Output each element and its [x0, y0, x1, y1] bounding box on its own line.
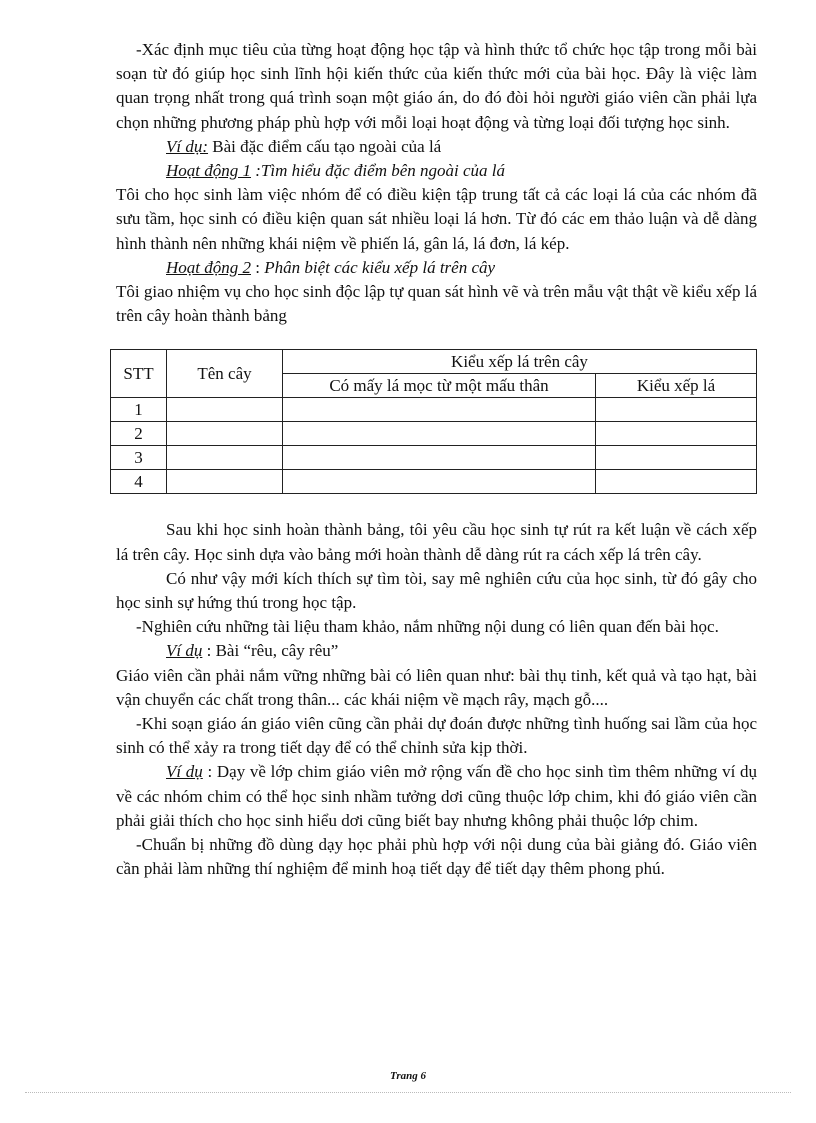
cell [283, 422, 596, 446]
table-row [111, 398, 757, 422]
header-arrangement-type: Kiểu xếp lá [596, 374, 757, 398]
paragraph-objectives: -Xác định mục tiêu của từng hoạt động học tập và hình thức tổ chức học tập trong mỗi bài soạn từ đó giúp học sinh lĩnh hội kiến thức của kiến thức mới của bài học. Đây là việc làm quan trọng nhất trong quá trình soạn một giáo án, do đó đòi hỏi người giáo viên cần phải lựa chọn những phương pháp phù hợp với mỗi loại hoạt động và từng loại đối tượng học sinh. [116, 40, 757, 132]
cell [167, 398, 283, 422]
example-3 [116, 760, 757, 833]
example-3-text: : Dạy về lớp chim giáo viên mở rộng vấn đề cho học sinh tìm thêm những ví dụ về các nhóm chim có thể học sinh nhầm tưởng dơi cũng thuộc lớp chim, khi đó giáo viên cần phải giải thích cho học sinh hiểu dơi cũng biết bay nhưng không phải thuộc lớp chim. [116, 762, 758, 830]
page-bottom-divider [25, 1092, 791, 1093]
cell [596, 470, 757, 494]
header-leaf-arrangement: Kiểu xếp lá trên cây [283, 350, 757, 374]
cell [596, 446, 757, 470]
leaf-arrangement-table [110, 349, 757, 494]
activity-1 [116, 159, 757, 183]
header-plant-name: Tên cây [167, 350, 283, 398]
page-number: Trang 6 [390, 1070, 426, 1082]
cell [283, 398, 596, 422]
table-row [111, 470, 757, 494]
cell [167, 446, 283, 470]
example-3-label: Ví dụ [166, 762, 203, 782]
paragraph-related-lessons: Giáo viên cần phải nắm vững những bài có liên quan như: bài thụ tinh, kết quả và tạo hạt, bài vận chuyển các chất trong thân... các khái niệm về mạch rây, mạch gỗ.... [116, 665, 757, 709]
paragraph-conclusion: Sau khi học sinh hoàn thành bảng, tôi yêu cầu học sinh tự rút ra kết luận về cách xếp lá trên cây. Học sinh dựa vào bảng mới hoàn thành dễ dàng rút ra cách xếp lá trên cây. [116, 520, 757, 564]
example-2-label: Ví dụ [166, 641, 203, 661]
paragraph-group-work: Tôi cho học sinh làm việc nhóm để có điều kiện tập trung tất cả các loại lá của các nhóm đã sưu tầm, học sinh có điều kiện quan sát nhiều loại lá hơn. Từ đó các em thảo luận và dễ dàng hình thành nên những khái niệm về phiến lá, gân lá, lá đơn, lá kép. [116, 185, 757, 253]
cell [283, 446, 596, 470]
leaf-arrangement-table-wrap [116, 349, 757, 494]
activity-1-label: Hoạt động 1 [166, 161, 251, 181]
paragraph-teaching-aids: -Chuẩn bị những đồ dùng dạy học phải phù hợp với nội dung của bài giảng đó. Giáo viên cần phải làm những thí nghiệm để minh hoạ tiết dạy để tiết dạy thêm phong phú. [116, 835, 757, 879]
row-number: 1 [111, 398, 167, 422]
activity-2 [116, 256, 757, 280]
paragraph-motivation: Có như vậy mới kích thích sự tìm tòi, say mê nghiên cứu của học sinh, từ đó gây cho học sinh sự hứng thú trong học tập. [116, 568, 757, 613]
cell [167, 422, 283, 446]
example-2-text: : Bài “rêu, cây rêu” [202, 641, 339, 661]
cell [596, 398, 757, 422]
cell [596, 422, 757, 446]
paragraph-predict-mistakes: -Khi soạn giáo án giáo viên cũng cần phải dự đoán được những tình huống sai lầm của học sinh có thể xảy ra trong tiết dạy để có thể chỉnh sửa kịp thời. [116, 714, 757, 758]
header-leaves-per-node: Có mấy lá mọc từ một mấu thân [283, 374, 596, 398]
table-row [111, 446, 757, 470]
activity-1-text: :Tìm hiểu đặc điểm bên ngoài của lá [251, 161, 506, 181]
example-1-label: Ví dụ: [166, 136, 209, 156]
cell [167, 470, 283, 494]
paragraph-references: -Nghiên cứu những tài liệu tham khảo, nắm những nội dung có liên quan đến bài học. [136, 617, 719, 637]
document-body [116, 38, 757, 881]
activity-2-sep: : [251, 257, 265, 277]
example-1 [116, 135, 757, 159]
table-row [111, 422, 757, 446]
row-number: 3 [111, 446, 167, 470]
activity-2-text: Phân biệt các kiểu xếp lá trên cây [264, 257, 496, 277]
header-stt: STT [111, 350, 167, 398]
row-number: 2 [111, 422, 167, 446]
row-number: 4 [111, 470, 167, 494]
example-2 [116, 639, 757, 663]
cell [283, 470, 596, 494]
example-1-text: Bài đặc điểm cấu tạo ngoài của lá [208, 136, 442, 156]
paragraph-assignment: Tôi giao nhiệm vụ cho học sinh độc lập tự quan sát hình vẽ và trên mẫu vật thật về kiểu xếp lá trên cây hoàn thành bảng [116, 282, 757, 326]
activity-2-label: Hoạt động 2 [166, 257, 251, 277]
